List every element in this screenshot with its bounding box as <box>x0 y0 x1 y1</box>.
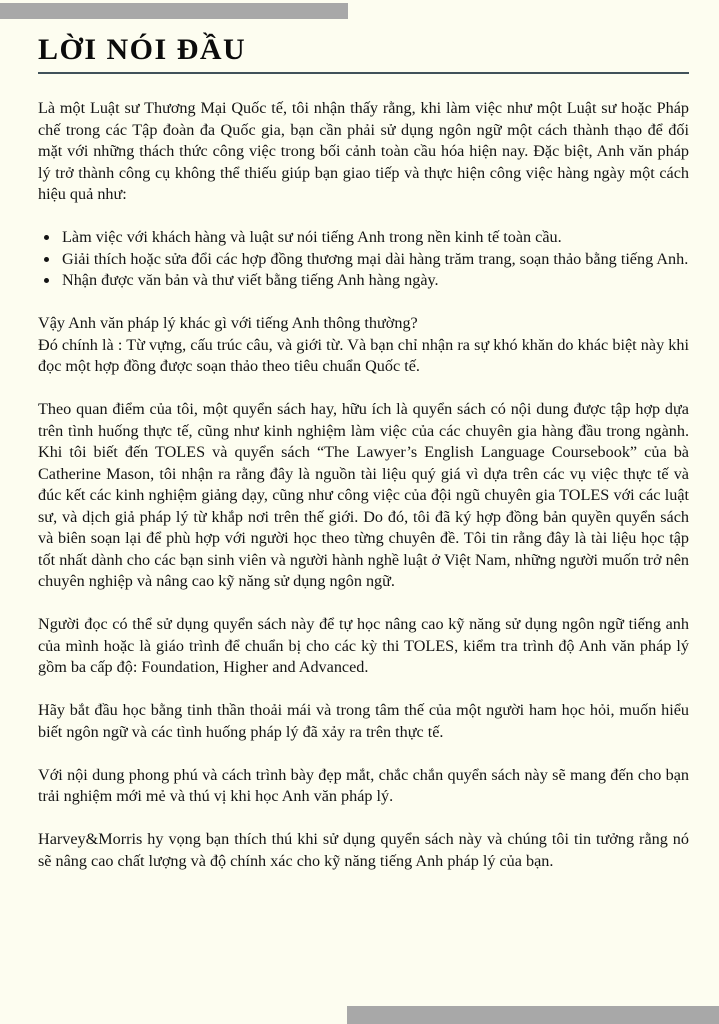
bullet-item: • Giải thích hoặc sửa đổi các hợp đồng thương mại dài hàng trăm trang, soạn thảo bằng tiếng Anh. <box>60 249 689 271</box>
body-paragraph: Với nội dung phong phú và cách trình bày đẹp mắt, chắc chắn quyển sách này sẽ mang đến cho bạn trải nghiệm mới mẻ và thú vị khi học Anh văn pháp lý. <box>38 765 689 805</box>
body-paragraph: Harvey&Morris hy vọng bạn thích thú khi sử dụng quyển sách này và chúng tôi tin tưởng rằng nó sẽ nâng cao chất lượng và độ chính xác cho kỹ năng tiếng Anh pháp lý của bạn. <box>38 830 689 870</box>
bullet-item: • Nhận được văn bản và thư viết bằng tiếng Anh hàng ngày. <box>60 270 689 292</box>
bullet-item: • Làm việc với khách hàng và luật sư nói tiếng Anh trong nền kinh tế toàn cầu. <box>60 227 689 249</box>
question-line: Vậy Anh văn pháp lý khác gì với tiếng Anh thông thường? <box>38 314 418 332</box>
preface-page <box>38 0 689 872</box>
bullet-list <box>38 227 689 292</box>
bottom-gray-bar <box>347 1006 719 1024</box>
intro-paragraph: Là một Luật sư Thương Mại Quốc tế, tôi nhận thấy rằng, khi làm việc như một Luật sư hoặc Pháp chế trong các Tập đoàn đa Quốc gia, bạn cần phải sử dụng ngôn ngữ một cách thành thạo để đối mặt với những thách thức công việc trong bối cảnh toàn cầu hóa hiện nay. Đặc biệt, Anh văn pháp lý trở thành công cụ không thể thiếu giúp bạn giao tiếp và thực hiện công việc hàng ngày một cách hiệu quả như: <box>38 99 689 203</box>
page-title: LỜI NÓI ĐẦU <box>38 35 689 74</box>
answer-paragraph: Đó chính là : Từ vựng, cấu trúc câu, và giới từ. Và bạn chỉ nhận ra sự khó khăn do khác biệt này khi đọc một hợp đồng được soạn thảo theo tiêu chuẩn Quốc tế. <box>38 335 689 375</box>
body-paragraph: Theo quan điểm của tôi, một quyển sách hay, hữu ích là quyển sách có nội dung được tập hợp dựa trên tình huống thực tế, cũng như kinh nghiệm làm việc của các chuyên gia hàng đầu trong ngành. Khi tôi biết đến TOLES và quyển sách “The Lawyer’s English Language Coursebook” của bà Catherine Mason, tôi nhận ra rằng đây là nguồn tài liệu quý giá vì dựa trên các vụ việc thực tế và đúc kết các kinh nghiệm giảng dạy, cũng như công việc của đội ngũ chuyên gia TOLES với các luật sư, và dịch giả pháp lý từ khắp nơi trên thế giới. Do đó, tôi đã ký hợp đồng bản quyền quyển sách và biên soạn lại để phù hợp với người học theo từng chuyên đề. Tôi tin rằng đây là tài liệu học tập tốt nhất dành cho các bạn sinh viên và người hành nghề luật ở Việt Nam, những người muốn trở nên chuyên nghiệp và nâng cao kỹ năng sử dụng ngôn ngữ. <box>38 400 689 590</box>
body-paragraph: Người đọc có thể sử dụng quyển sách này để tự học nâng cao kỹ năng sử dụng ngôn ngữ tiếng anh của mình hoặc là giáo trình để chuẩn bị cho các kỳ thi TOLES, kiểm tra trình độ Anh văn pháp lý gồm ba cấp độ: Foundation, Higher and Advanced. <box>38 615 689 676</box>
body-paragraph: Hãy bắt đầu học bằng tinh thần thoải mái và trong tâm thế của một người ham học hỏi, muốn hiểu biết ngôn ngữ và các tình huống pháp lý đã xảy ra trên thực tế. <box>38 701 689 741</box>
